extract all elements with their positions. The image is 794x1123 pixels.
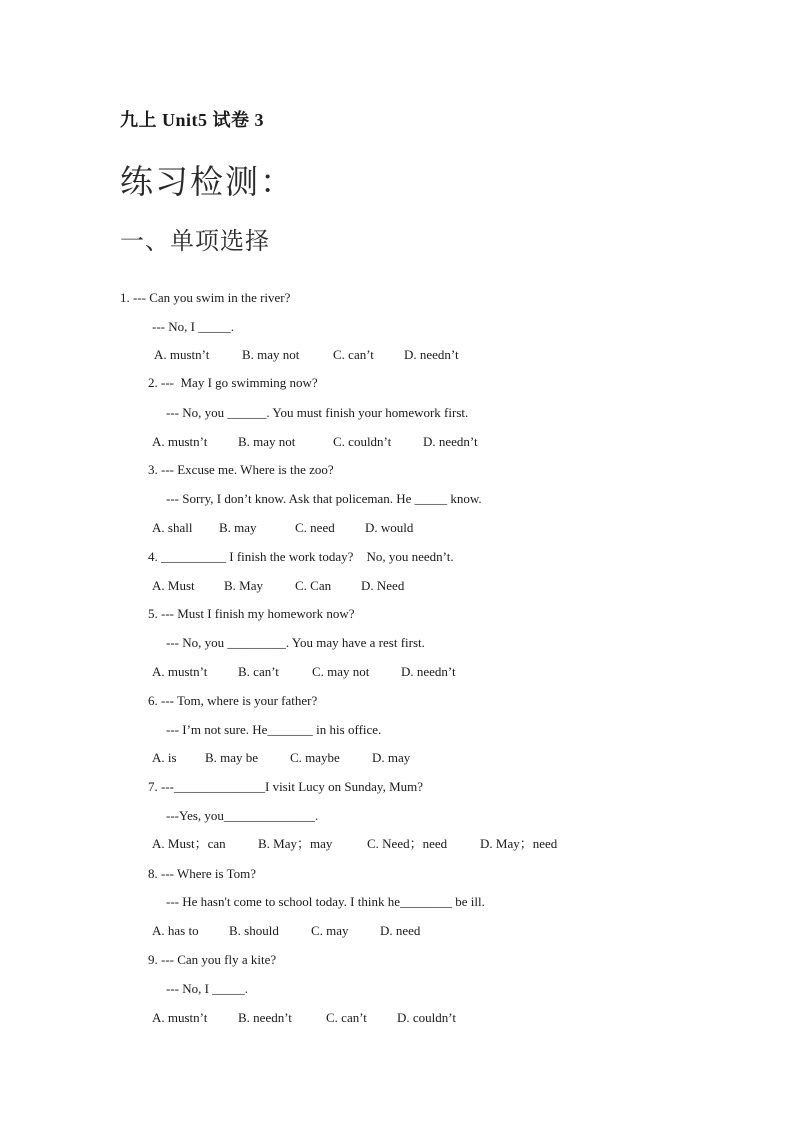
option-d: D. May；need bbox=[480, 836, 558, 851]
option-b: B. May bbox=[224, 578, 263, 593]
option-d: D. needn’t bbox=[404, 347, 459, 362]
option-c: C. maybe bbox=[290, 750, 340, 765]
question-5: 5. --- Must I finish my homework now? bbox=[148, 606, 355, 621]
options-3 bbox=[152, 520, 413, 536]
option-c: C. Need；need bbox=[367, 836, 448, 851]
option-a: A. mustn’t bbox=[152, 434, 208, 449]
option-a: A. Must bbox=[152, 578, 195, 593]
question-3: 3. --- Excuse me. Where is the zoo? bbox=[148, 462, 334, 477]
answer-line-1: --- No, I _____. bbox=[152, 319, 234, 334]
answer-line-2: --- No, you ______. You must finish your homework first. bbox=[166, 405, 469, 420]
option-a: A. Must；can bbox=[152, 836, 226, 851]
options-7 bbox=[152, 836, 557, 852]
question-2: 2. --- May I go swimming now? bbox=[148, 375, 318, 390]
option-c: C. Can bbox=[295, 578, 332, 593]
option-b: B. should bbox=[229, 923, 279, 938]
option-b: B. may be bbox=[205, 750, 259, 765]
section-heading: 练习检测： bbox=[120, 165, 295, 201]
answer-line-3: --- Sorry, I don’t know. Ask that policeman. He _____ know. bbox=[166, 491, 482, 506]
question-1: 1. --- Can you swim in the river? bbox=[120, 290, 291, 305]
option-b: B. needn’t bbox=[238, 1010, 292, 1025]
option-a: A. mustn’t bbox=[152, 1010, 208, 1025]
option-d: D. may bbox=[372, 750, 411, 765]
document-title: 九上 Unit5 试卷 3 bbox=[120, 110, 265, 130]
answer-line-6: --- I’m not sure. He_______ in his office. bbox=[166, 722, 382, 737]
question-9: 9. --- Can you fly a kite? bbox=[148, 952, 277, 967]
option-d: D. needn’t bbox=[401, 664, 456, 679]
option-d: D. need bbox=[380, 923, 421, 938]
options-9 bbox=[152, 1010, 456, 1026]
option-b: B. may not bbox=[242, 347, 300, 362]
answer-line-5: --- No, you _________. You may have a rest first. bbox=[166, 635, 425, 650]
options-2 bbox=[152, 434, 478, 450]
option-d: D. would bbox=[365, 520, 414, 535]
options-5 bbox=[152, 664, 456, 680]
option-d: D. couldn’t bbox=[397, 1010, 456, 1025]
options-4 bbox=[152, 578, 404, 594]
option-c: C. can’t bbox=[326, 1010, 367, 1025]
option-c: C. may not bbox=[312, 664, 370, 679]
option-a: A. mustn’t bbox=[154, 347, 210, 362]
option-b: B. may bbox=[219, 520, 257, 535]
option-d: D. needn’t bbox=[423, 434, 478, 449]
option-c: C. need bbox=[295, 520, 335, 535]
question-7: 7. ---______________I visit Lucy on Sunday, Mum? bbox=[148, 779, 424, 794]
option-b: B. May；may bbox=[258, 836, 333, 851]
option-a: A. mustn’t bbox=[152, 664, 208, 679]
option-a: A. shall bbox=[152, 520, 193, 535]
question-6: 6. --- Tom, where is your father? bbox=[148, 693, 318, 708]
option-b: B. may not bbox=[238, 434, 296, 449]
option-b: B. can’t bbox=[238, 664, 279, 679]
option-a: A. has to bbox=[152, 923, 199, 938]
option-c: C. may bbox=[311, 923, 349, 938]
option-d: D. Need bbox=[361, 578, 405, 593]
question-8: 8. --- Where is Tom? bbox=[148, 866, 256, 881]
answer-line-7: ---Yes, you______________. bbox=[166, 808, 319, 823]
answer-line-9: --- No, I _____. bbox=[166, 981, 248, 996]
option-a: A. is bbox=[152, 750, 177, 765]
option-c: C. couldn’t bbox=[333, 434, 392, 449]
options-1 bbox=[154, 347, 459, 363]
subsection-heading: 一、单项选择 bbox=[120, 229, 270, 255]
option-c: C. can’t bbox=[333, 347, 374, 362]
options-6 bbox=[152, 750, 410, 766]
question-4: 4. __________ I finish the work today? No, you needn’t. bbox=[148, 549, 454, 564]
answer-line-8: --- He hasn't come to school today. I think he________ be ill. bbox=[166, 894, 485, 909]
options-8 bbox=[152, 923, 420, 939]
